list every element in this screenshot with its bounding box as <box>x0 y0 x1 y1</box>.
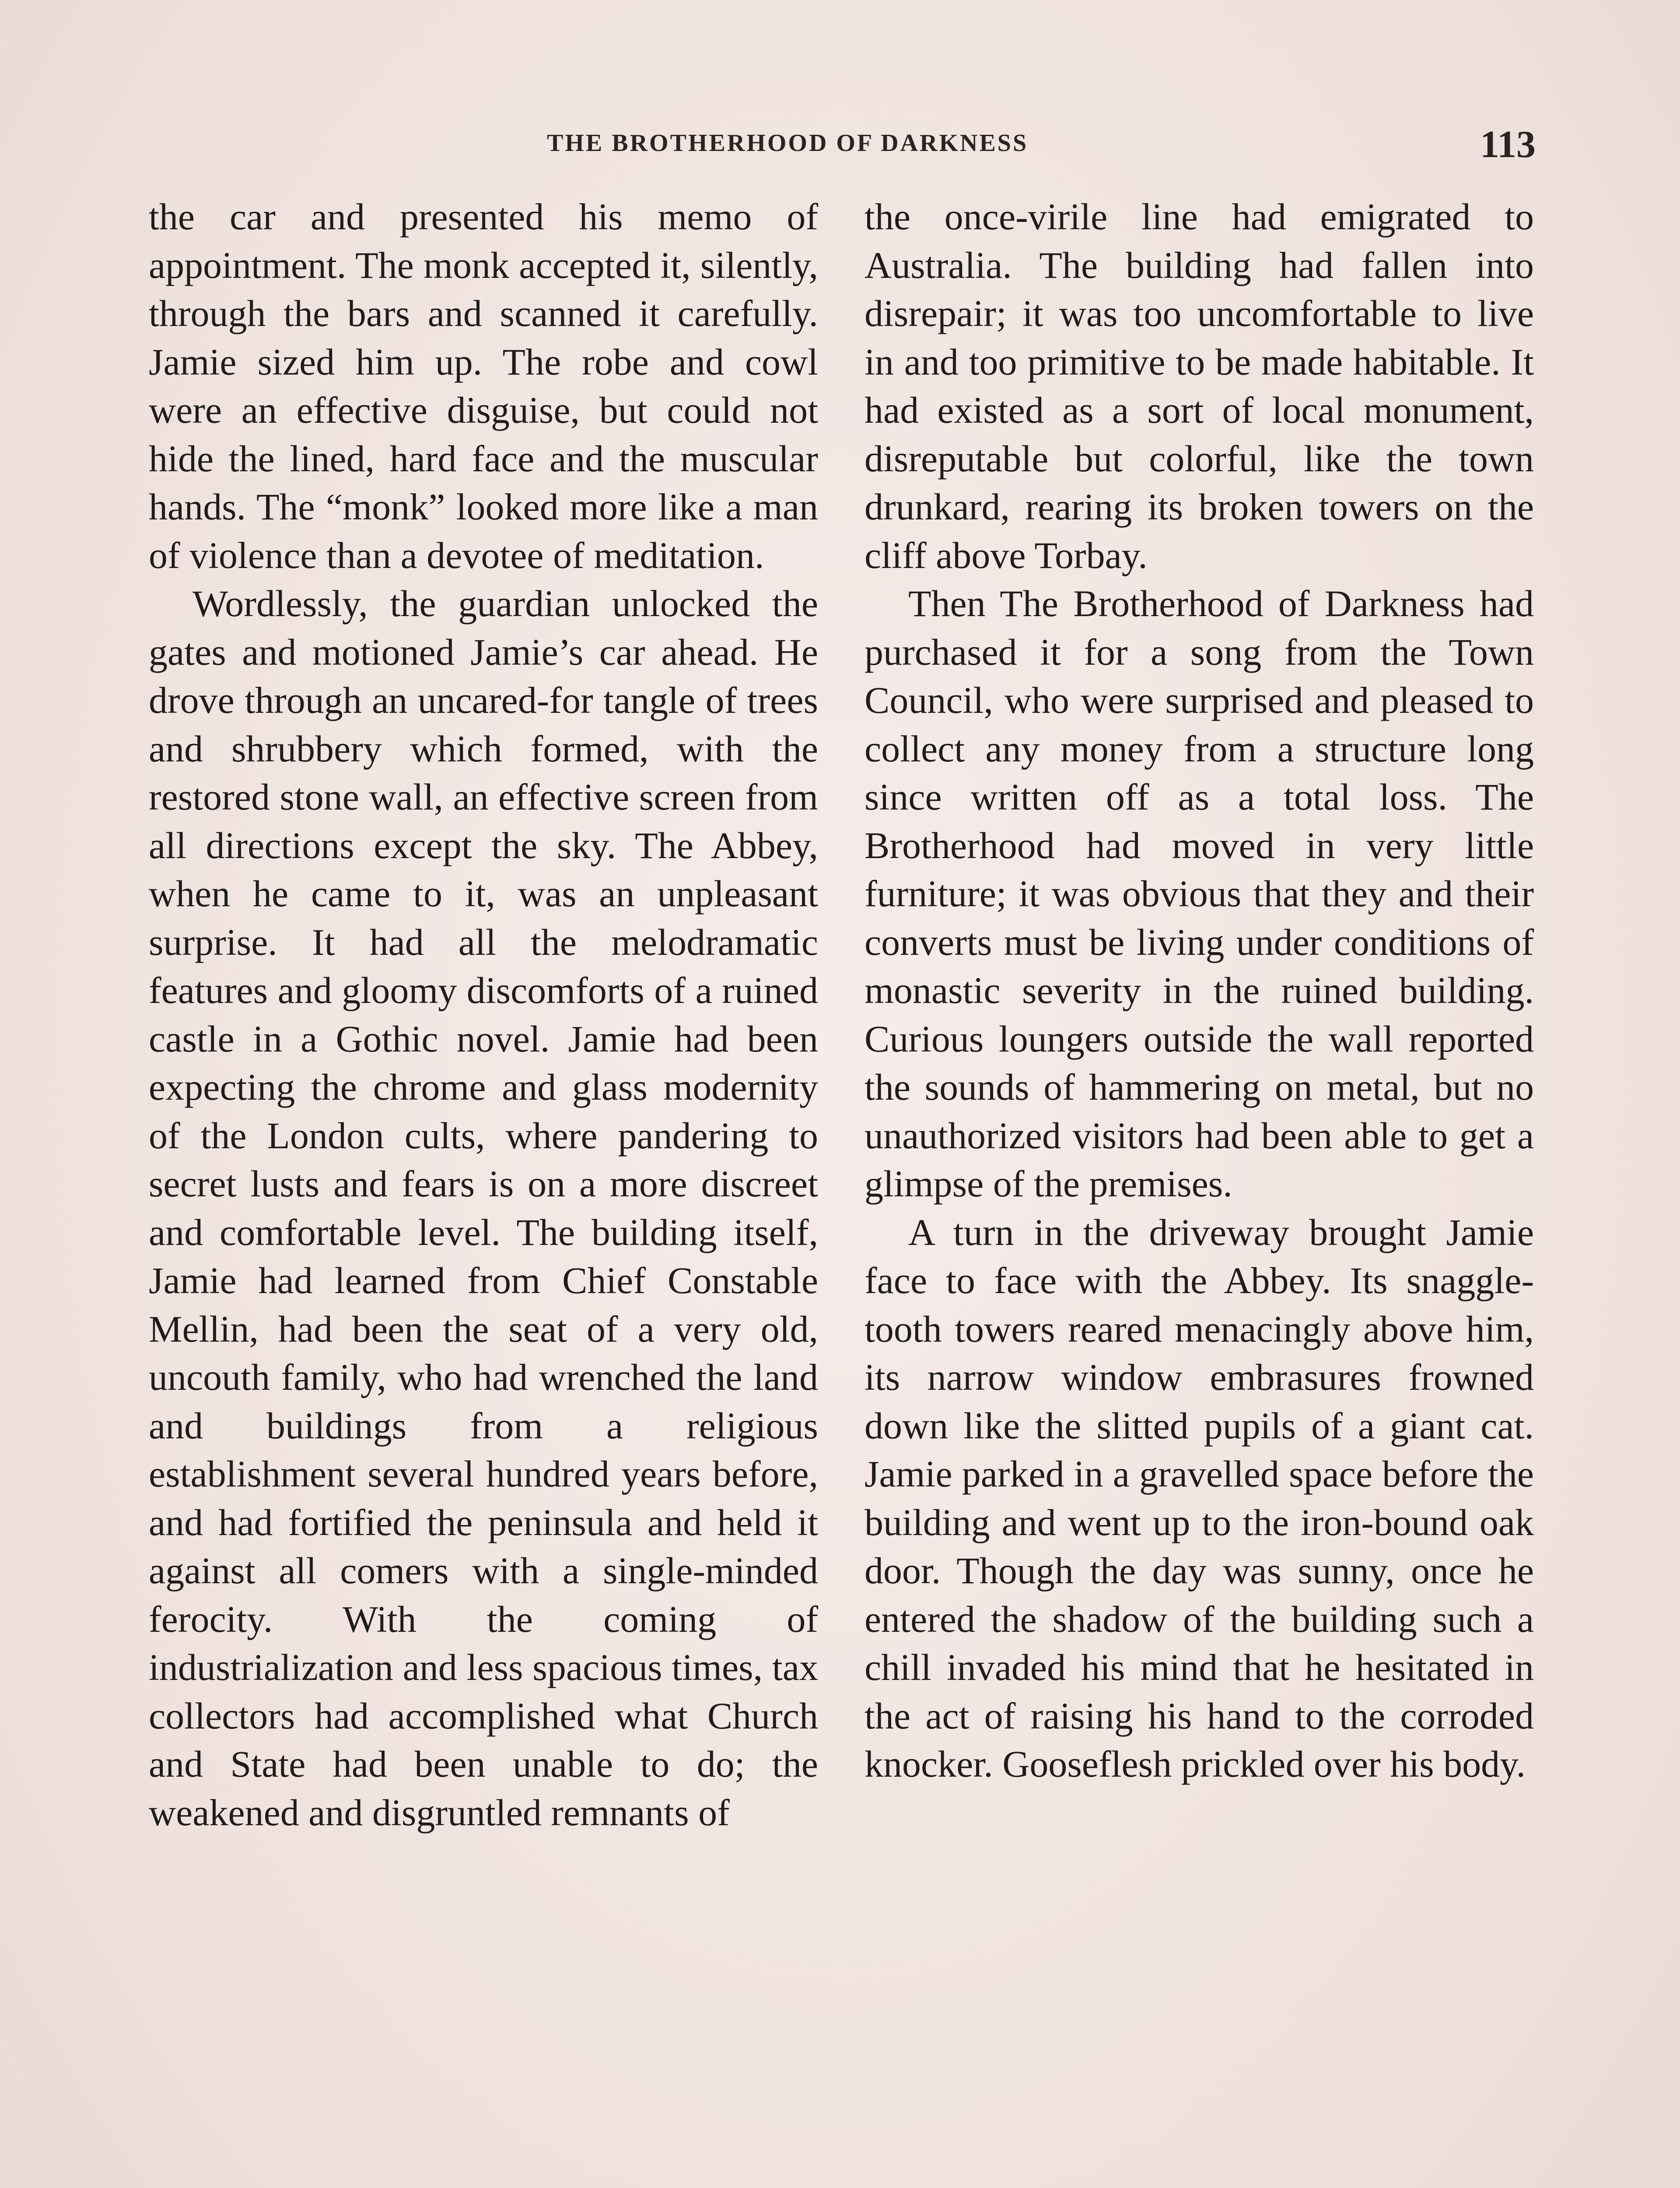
right-paragraph-1: the once-virile line had emigrated to Australia. The building had fallen into disrepair; it was too uncomfortable to live in and too primitive to be made habitable. It had existed as a sort of local monument, disreputable but colorful, like the town drunkard, rearing its broken towers on the cliff above Torbay. <box>864 196 1534 576</box>
left-paragraph-2: Wordlessly, the guardian unlocked the gates and motioned Jamie’s car ahead. He drove through an uncared-for tangle of trees and shrubbery which formed, with the restored stone wall, an effective screen from all directions except the sky. The Abbey, when he came to it, was an unpleasant surprise. It had all the melodramatic features and gloomy discomforts of a ruined castle in a Gothic novel. Jamie had been expecting the chrome and glass modernity of the London cults, where pandering to secret lusts and fears is on a more discreet and comfortable level. The building itself, Jamie had learned from Chief Constable Mellin, had been the seat of a very old, uncouth family, who had wrenched the land and buildings from a religious establishment several hundred years before, and had fortified the peninsula and held it against all comers with a single-minded ferocity. With the coming of industrialization and less spacious times, tax collectors had accomplished what Church and State had been unable to do; the weakened and disgruntled remnants of <box>149 582 818 1834</box>
running-head: THE BROTHERHOOD OF DARKNESS <box>547 130 1029 157</box>
page-number: 113 <box>1480 123 1536 166</box>
left-column <box>149 193 818 2188</box>
left-paragraph-1: the car and presented his memo of appointment. The monk accepted it, silently, through the bars and scanned it carefully. Jamie sized him up. The robe and cowl were an effective disguise, but could not hide the lined, hard face and the muscular hands. The “monk” looked more like a man of violence than a devotee of meditation. <box>149 196 818 576</box>
right-paragraph-3: A turn in the driveway brought Jamie face to face with the Abbey. Its snaggle-tooth towers reared menacingly above him, its narrow window embrasures frowned down like the slitted pupils of a giant cat. Jamie parked in a gravelled space before the building and went up to the iron-bound oak door. Though the day was sunny, once he entered the shadow of the building such a chill invaded his mind that he hesitated in the act of raising his hand to the corroded knocker. Gooseflesh prickled over his body. <box>864 1211 1534 1785</box>
right-column <box>864 193 1534 2188</box>
right-paragraph-2: Then The Brotherhood of Darkness had purchased it for a song from the Town Council, who were surprised and pleased to collect any money from a structure long since written off as a total loss. The Brotherhood had moved in very little furniture; it was obvious that they and their converts must be living under conditions of monastic severity in the ruined building. Curious loungers outside the wall reported the sounds of hammering on metal, but no unauthorized visitors had been able to get a glimpse of the premises. <box>864 582 1534 1205</box>
